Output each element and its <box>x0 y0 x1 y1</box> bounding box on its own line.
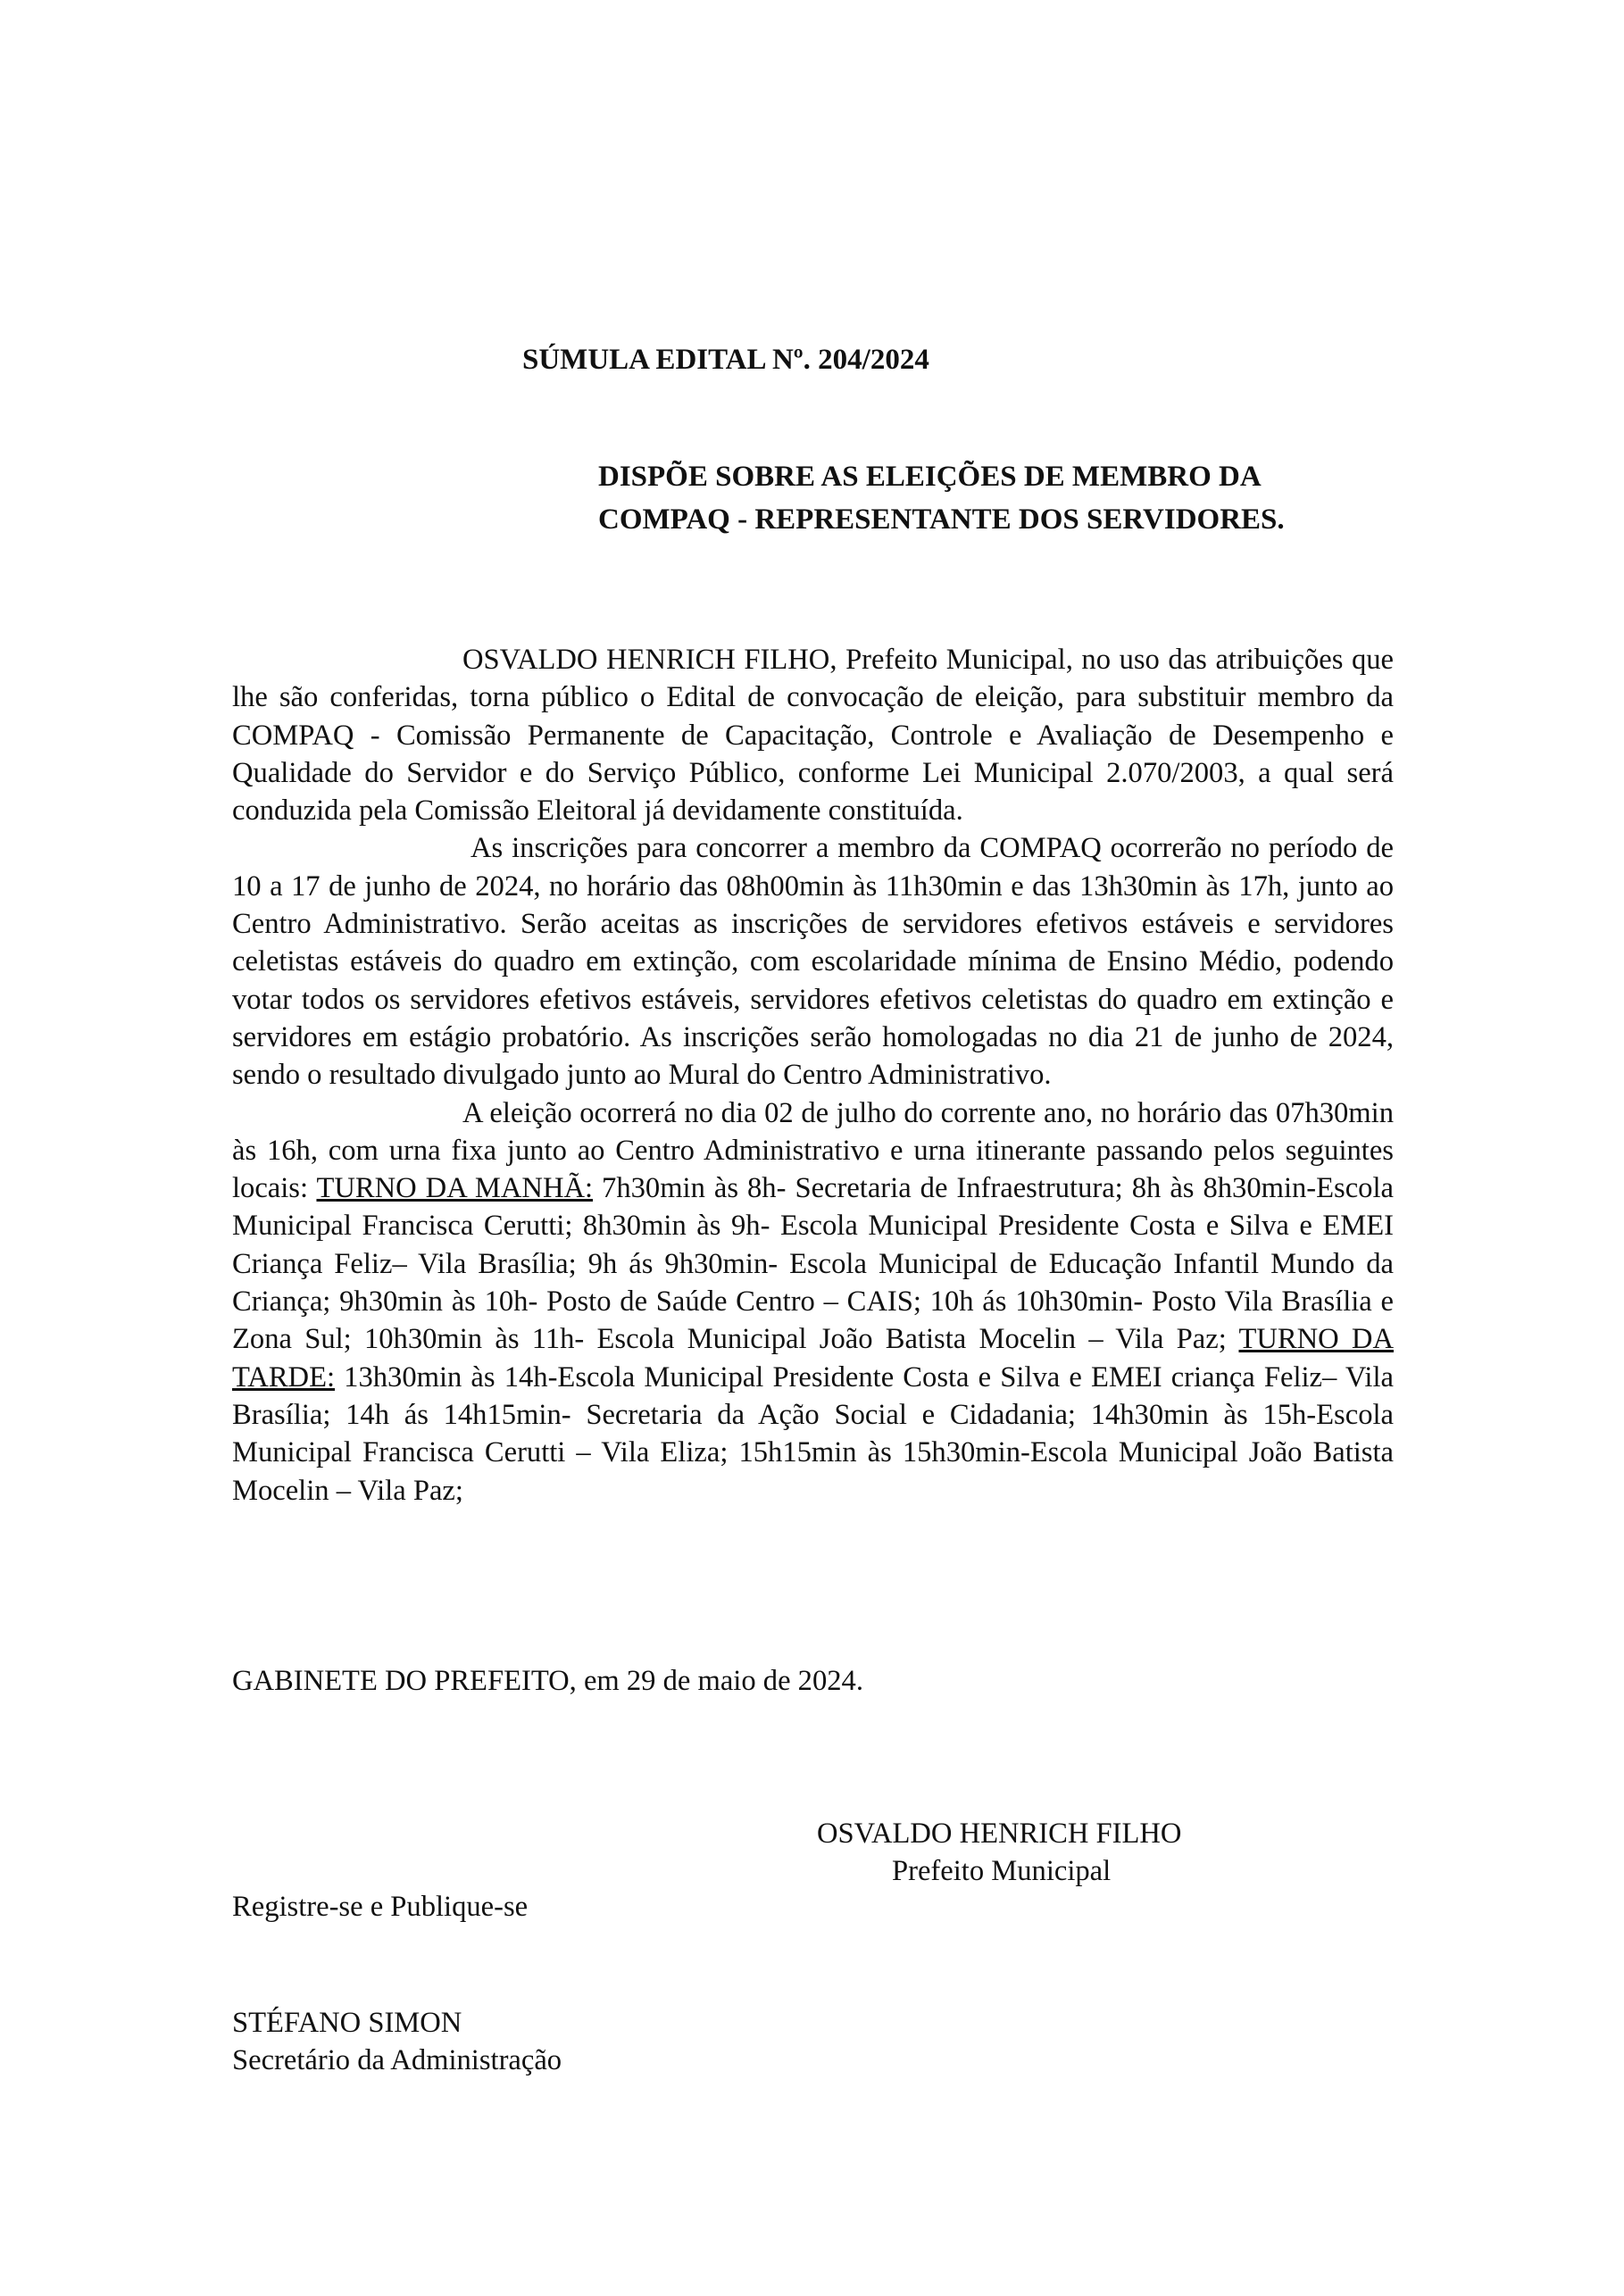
register-note: Registre-se e Publique-se <box>232 1891 529 1923</box>
paragraph-election <box>232 1094 1394 1510</box>
morning-shift-label: TURNO DA MANHÃ: <box>316 1172 594 1205</box>
paragraph-convocation: OSVALDO HENRICH FILHO, Prefeito Municipal, no uso das atribuições que lhe são conferidas, torna público o Edital de convocação de eleição, para substituir membro da COMPAQ - Comissão Permanente de Capacitação, Controle e Avaliação de Desempenho e Qualidade do Servidor e do Serviço Público, conforme Lei Municipal 2.070/2003, a qual será conduzida pela Comissão Eleitoral já devidamente constituída. <box>232 644 1394 828</box>
secretary-role: Secretário da Administração <box>232 2044 562 2076</box>
morning-shift-schedule: 7h30min às 8h- Secretaria de Infraestrutura; 8h às 8h30min-Escola Municipal Francisca Cerutti; 8h30min às 9h- Escola Municipal Presidente Costa e Silva e EMEI Criança Feliz– Vila Brasília; 9h ás 9h30min- Escola Municipal de Educação Infantil Mundo da Criança; 9h30min às 10h- Posto de Saúde Centro – CAIS; 10h ás 10h30min- Posto Vila Brasília e Zona Sul; 10h30min às 11h- Escola Municipal João Batista Mocelin – Vila Paz; <box>232 1172 1394 1356</box>
signer-role: Prefeito Municipal <box>892 1855 1112 1887</box>
afternoon-shift-schedule: 13h30min às 14h-Escola Municipal Presidente Costa e Silva e EMEI criança Feliz– Vila Brasília; 14h ás 14h15min- Secretaria da Ação Social e Cidadania; 14h30min às 15h-Escola Municipal Francisca Cerutti – Vila Eliza; 15h15min às 15h30min-Escola Municipal João Batista Mocelin – Vila Paz; <box>232 1360 1394 1507</box>
secretary-name: STÉFANO SIMON <box>232 2007 462 2039</box>
subject-line-2: COMPAQ - REPRESENTANTE DOS SERVIDORES. <box>598 503 1285 536</box>
signer-name: OSVALDO HENRICH FILHO <box>817 1818 1182 1850</box>
document-body <box>232 641 1394 1510</box>
afternoon-shift-label: TURNO DA TARDE: <box>232 1323 1394 1393</box>
document-subject <box>598 455 1285 541</box>
document-title: SÚMULA EDITAL Nº. 204/2024 <box>522 344 929 376</box>
secretary-block <box>232 2004 562 2079</box>
closing-line: GABINETE DO PREFEITO, em 29 de maio de 2024. <box>232 1665 863 1697</box>
subject-line-1: DISPÕE SOBRE AS ELEIÇÕES DE MEMBRO DA <box>598 461 1262 493</box>
paragraph-registration: As inscrições para concorrer a membro da COMPAQ ocorrerão no período de 10 a 17 de junho de 2024, no horário das 08h00min às 11h30min e das 13h30min às 17h, junto ao Centro Administrativo. Serão aceitas as inscrições de servidores efetivos estáveis e servidores celetistas estáveis do quadro em extinção, com escolaridade mínima de Ensino Médio, podendo votar todos os servidores efetivos estáveis, servidores efetivos celetistas do quadro em extinção e servidores em estágio probatório. As inscrições serão homologadas no dia 21 de junho de 2024, sendo o resultado divulgado junto ao Mural do Centro Administrativo. <box>232 832 1394 1092</box>
signature-block <box>817 1815 1181 1890</box>
election-intro: A eleição ocorrerá no dia 02 de julho do corrente ano, no horário das 07h30min às 16h, com urna fixa junto ao Centro Administrativo e urna itinerante passando pelos seguintes locais: <box>232 1096 1394 1205</box>
